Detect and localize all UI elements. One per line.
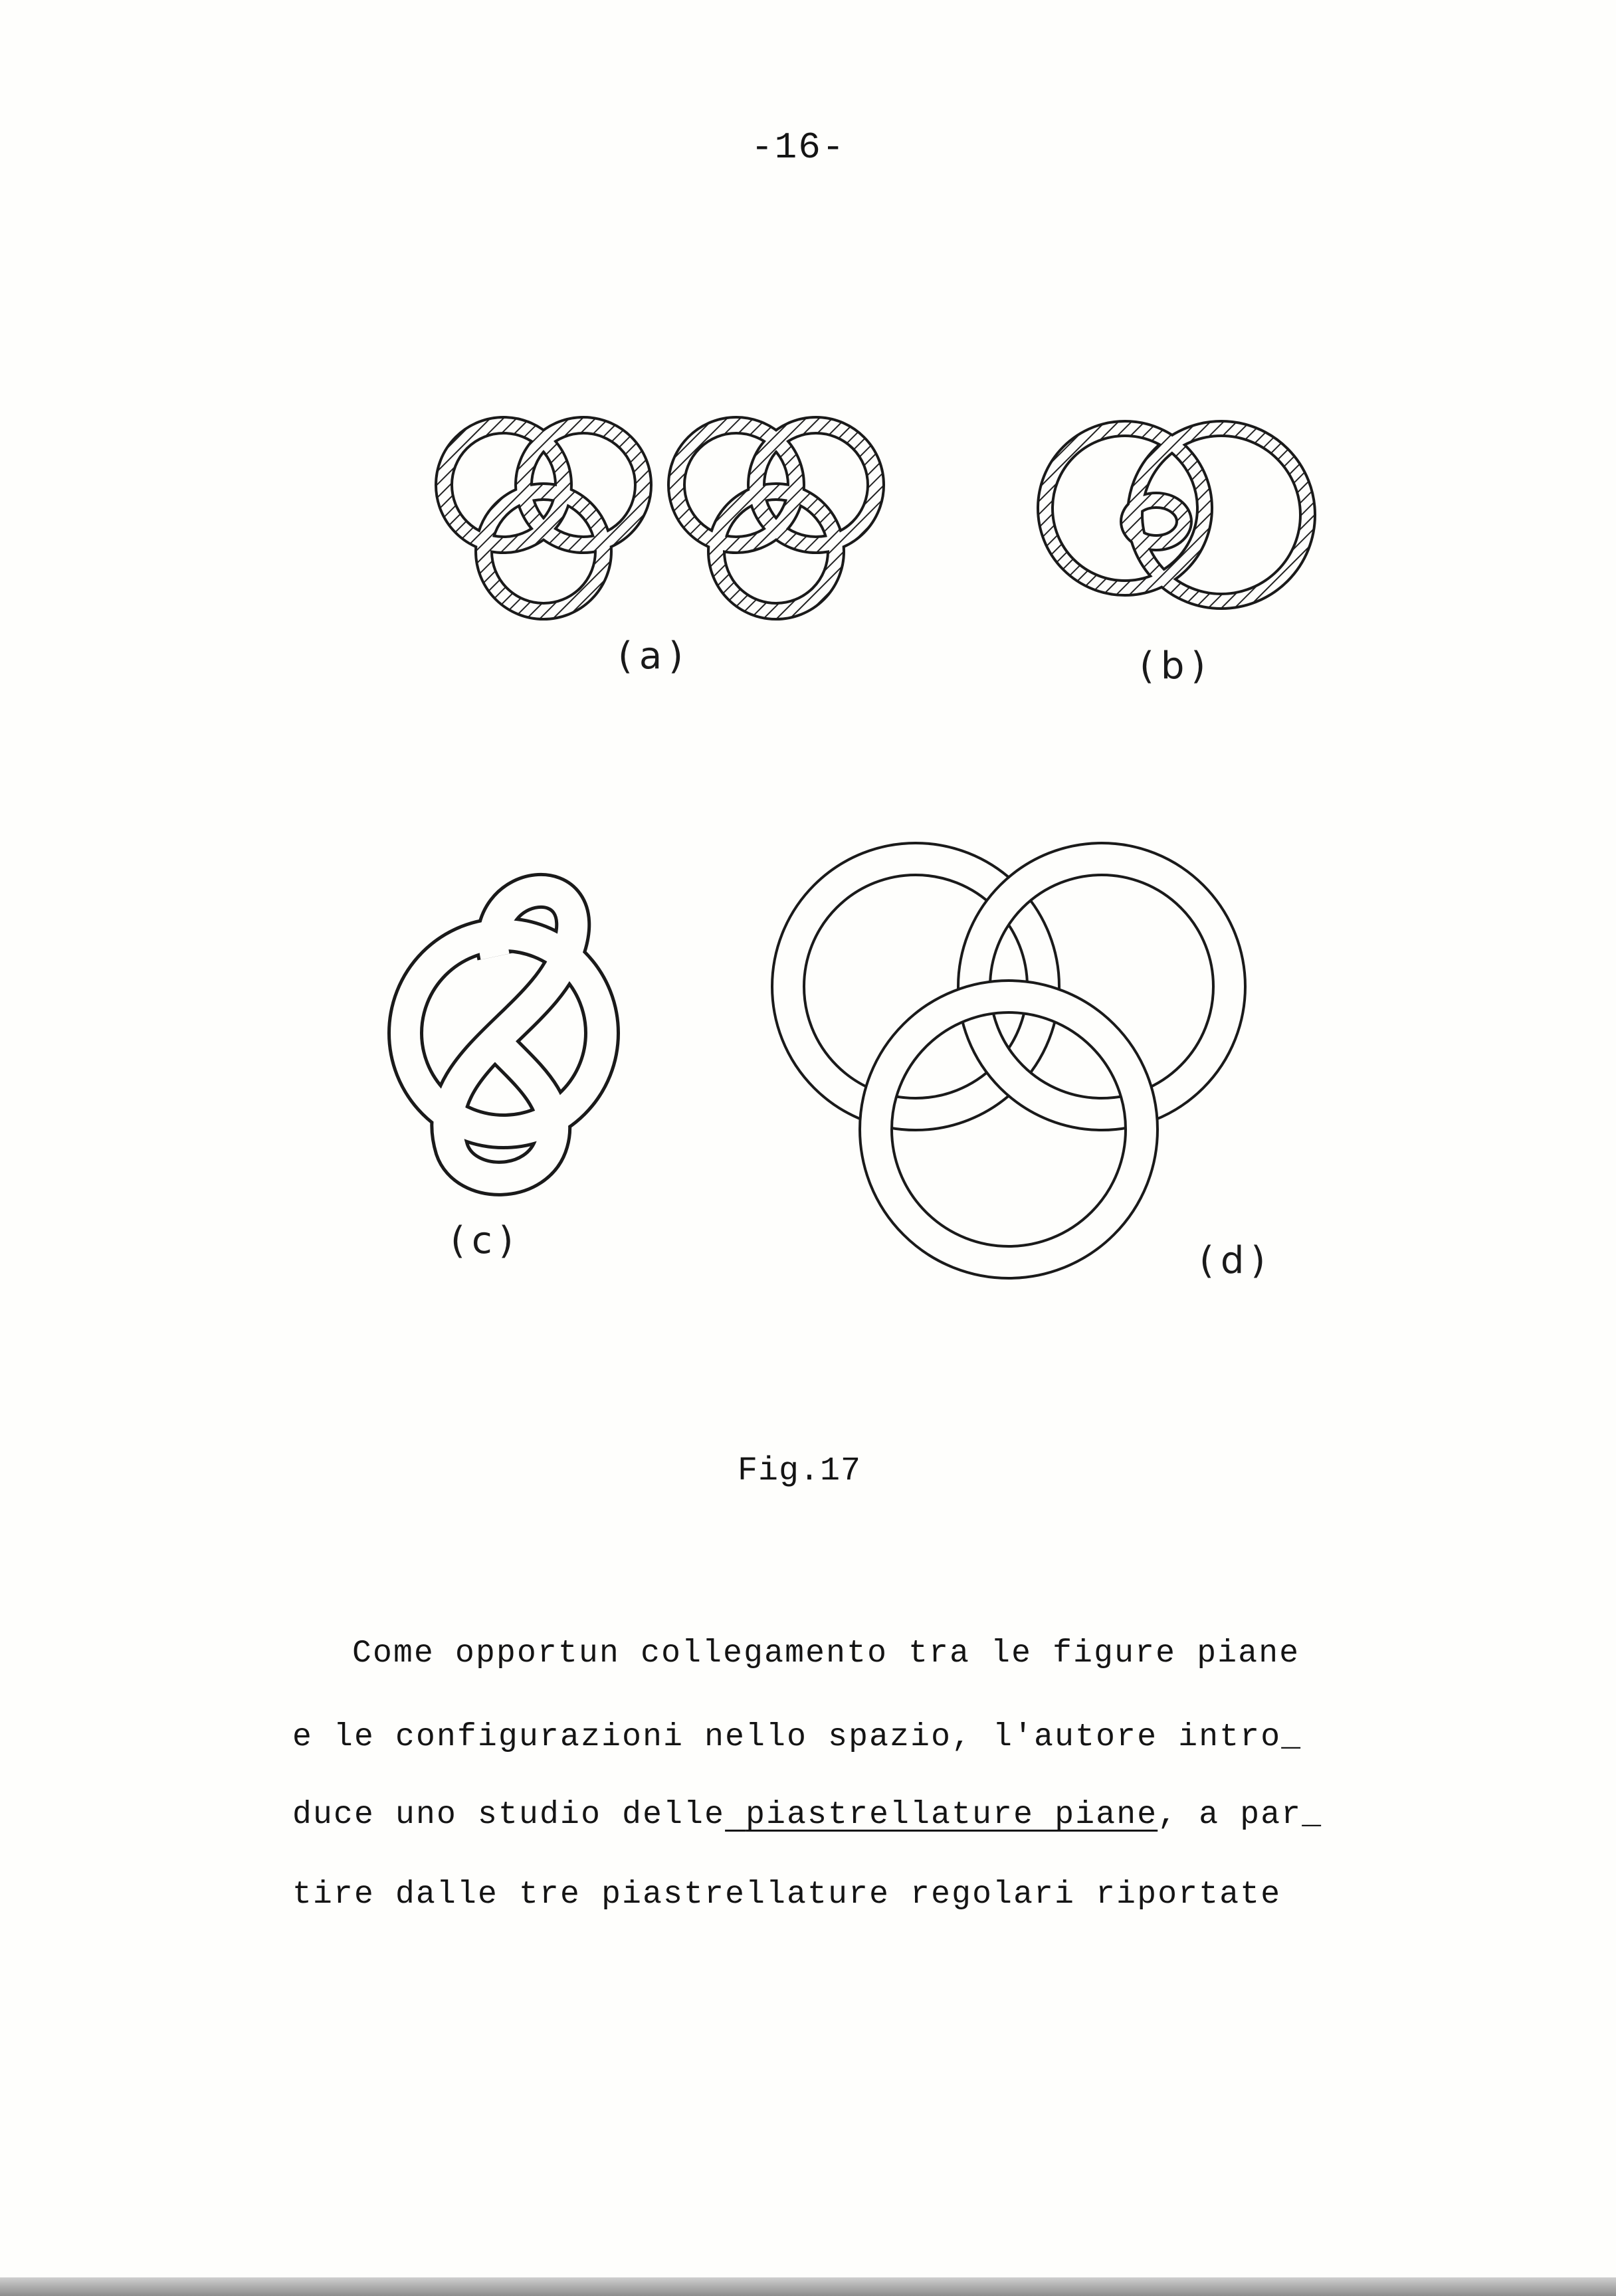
figure-caption: Fig.17 [738,1452,862,1490]
figure-label-b: (b) [1140,644,1213,688]
underlined-term: piastrellature piane [746,1797,1158,1833]
paragraph-line-3 [292,1797,1322,1833]
paragraph-line-4: tire dalle tre piastrellature regolari riportate [292,1877,1282,1913]
paragraph-line-3-end: , a par_ [1158,1797,1323,1833]
figure-label-c: (c) [451,1219,520,1262]
trefoil-knot-left-drawing [444,425,643,611]
trefoil-knot-right-drawing [676,425,876,611]
figure-eight-knot-drawing [405,891,602,1179]
linked-rings-drawing [1045,429,1308,601]
scan-edge-shadow [0,2277,1616,2296]
figure-label-a: (a) [618,634,690,678]
paragraph-line-1: Come opportun collegamento tra le figure piane [352,1636,1300,1672]
figure-label-d: (d) [1199,1239,1272,1282]
paragraph-line-2: e le configurazioni nello spazio, l'autore intro_ [292,1719,1302,1755]
paragraph-line-3-start: duce uno studio delle [292,1797,726,1833]
page-number: -16- [751,126,846,169]
borromean-rings-drawing [788,859,1229,1262]
